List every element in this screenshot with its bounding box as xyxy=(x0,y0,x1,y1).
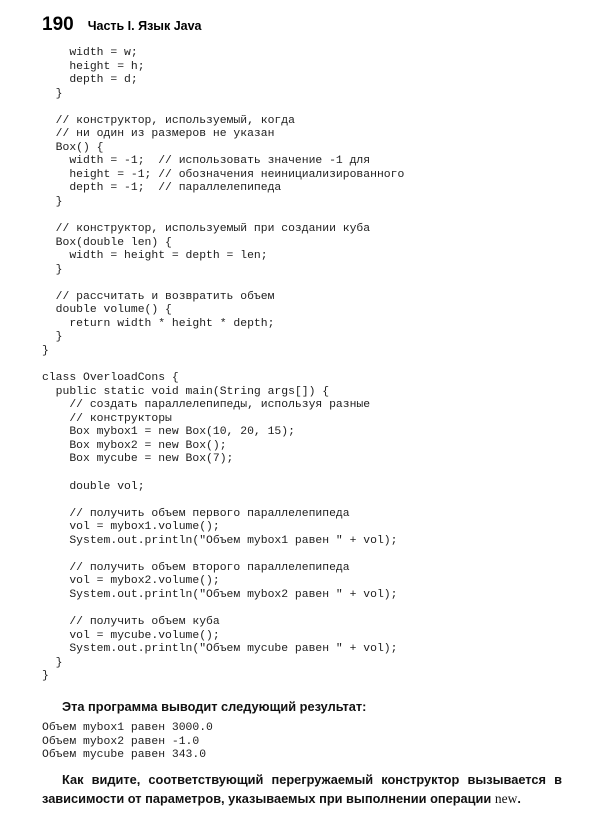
code-line: vol = mybox1.volume(); xyxy=(42,521,220,534)
code-line xyxy=(42,467,404,481)
code-line: depth = d; xyxy=(42,74,138,87)
code-line: width = -1; // использовать значение -1 для xyxy=(42,155,371,168)
code-line: return width * height * depth; xyxy=(42,317,275,330)
code-line: // ни один из размеров не указан xyxy=(42,128,275,141)
code-line xyxy=(42,277,404,291)
output-line: Объем mybox1 равен 3000.0 xyxy=(42,722,213,734)
code-line: } xyxy=(42,263,63,276)
code-line: // рассчитать и возвратить объем xyxy=(42,290,275,303)
output-line: Объем mybox2 равен -1.0 xyxy=(42,735,200,748)
code-line: height = h; xyxy=(42,60,145,73)
code-line: System.out.println("Объем mybox2 равен " + vol); xyxy=(42,588,398,601)
running-title: Часть I. Язык Java xyxy=(87,19,202,33)
code-line: double volume() { xyxy=(42,304,172,317)
code-line: System.out.println("Объем mycube равен " + vol); xyxy=(42,643,398,656)
code-line: public static void main(String args[]) { xyxy=(42,385,330,398)
code-line: } xyxy=(42,670,49,683)
code-line: // создать параллелепипеды, используя разные xyxy=(42,399,371,412)
code-listing xyxy=(42,47,404,684)
code-line: depth = -1; // параллелепипеда xyxy=(42,182,282,195)
closing-paragraph xyxy=(42,770,562,808)
program-output xyxy=(42,722,213,763)
code-line: Box mycube = new Box(7); xyxy=(42,453,234,466)
code-line xyxy=(42,602,404,616)
code-line xyxy=(42,210,404,224)
code-line: width = w; xyxy=(42,47,138,59)
code-line: // получить объем первого параллелепипеда xyxy=(42,507,350,520)
code-line: Box mybox1 = new Box(10, 20, 15); xyxy=(42,426,295,439)
code-line: } xyxy=(42,196,63,209)
code-line: } xyxy=(42,87,63,100)
code-line xyxy=(42,359,404,373)
page-header xyxy=(42,14,202,38)
code-line: // получить объем второго параллелепипеда xyxy=(42,561,350,574)
closing-text: Как видите, соответствующий перегружаемый конструктор вызывается в зависимости от параметров, указываемых при выполнении операции xyxy=(42,772,562,806)
code-line: width = height = depth = len; xyxy=(42,250,268,263)
code-line xyxy=(42,101,404,115)
code-line: Box(double len) { xyxy=(42,236,172,249)
code-line: vol = mybox2.volume(); xyxy=(42,575,220,588)
code-line: Box mybox2 = new Box(); xyxy=(42,439,227,452)
code-line xyxy=(42,548,404,562)
code-line xyxy=(42,494,404,508)
code-line: } xyxy=(42,331,63,344)
code-line: // конструктор, используемый при создании куба xyxy=(42,223,371,236)
code-line: vol = mycube.volume(); xyxy=(42,629,220,642)
code-line: double vol; xyxy=(42,480,145,493)
code-line: // конструкторы xyxy=(42,412,172,425)
code-line: class OverloadCons { xyxy=(42,372,179,385)
page-number: 190 xyxy=(42,14,74,35)
code-line: height = -1; // обозначения неинициализированного xyxy=(42,168,405,181)
keyword-new: new xyxy=(494,791,518,806)
output-line: Объем mycube равен 343.0 xyxy=(42,749,207,761)
code-line: } xyxy=(42,656,63,669)
code-line: // конструктор, используемый, когда xyxy=(42,114,295,127)
closing-period: . xyxy=(517,791,521,806)
code-line: } xyxy=(42,345,49,358)
code-line: System.out.println("Объем mybox1 равен " + vol); xyxy=(42,534,398,547)
output-intro-paragraph: Эта программа выводит следующий результат: xyxy=(62,699,367,714)
code-line: // получить объем куба xyxy=(42,615,220,628)
code-line: Box() { xyxy=(42,141,104,154)
